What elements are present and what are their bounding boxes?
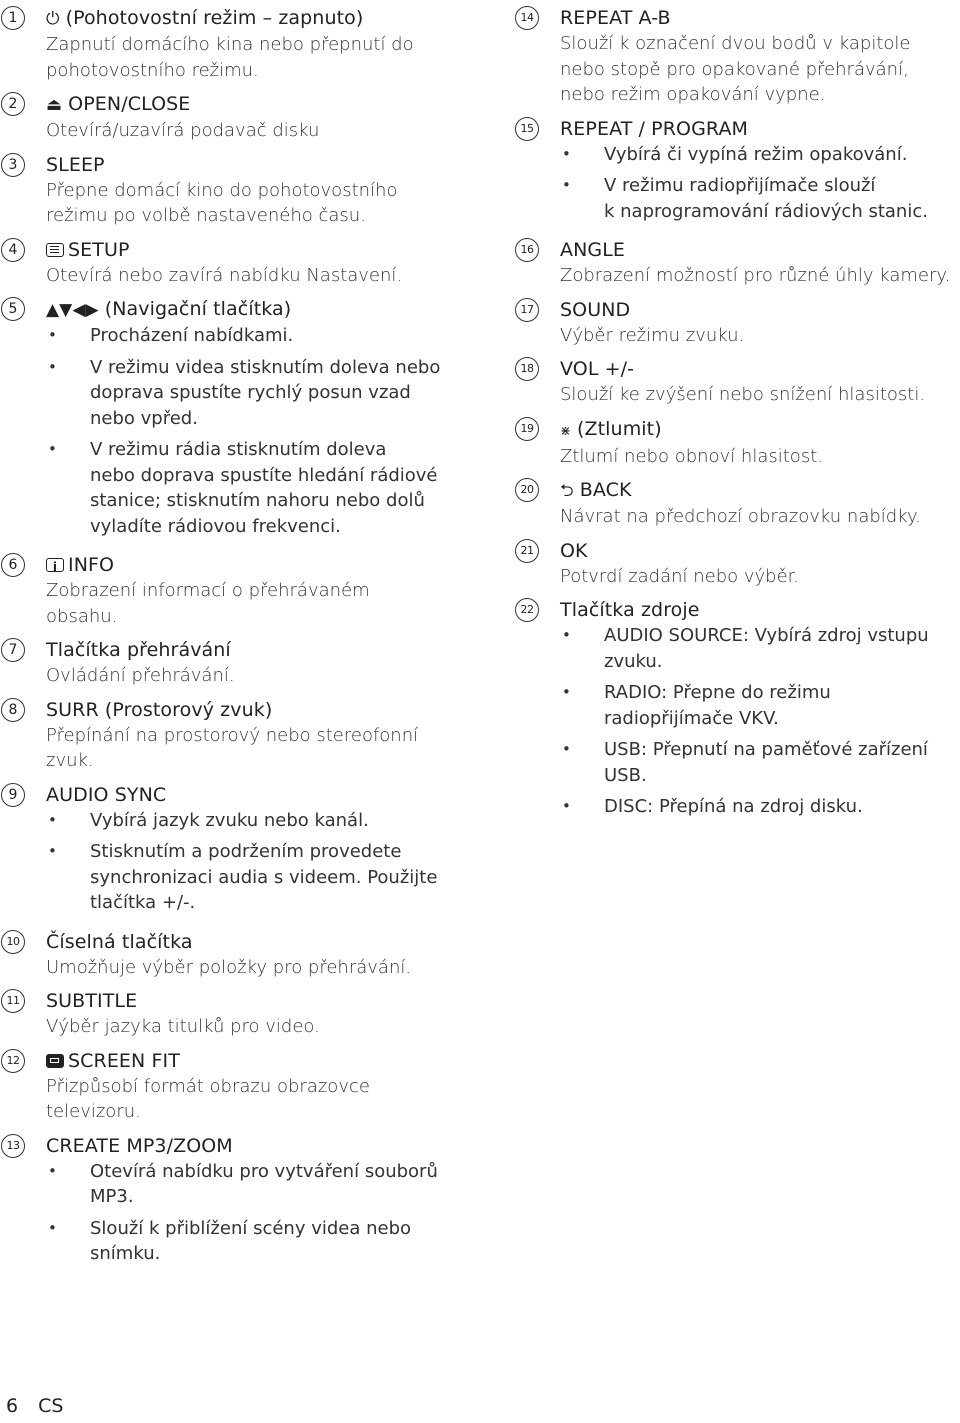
item-8 xyxy=(6,698,456,774)
bullet-item: • Procházení nabídkami. xyxy=(46,323,456,349)
item-18 xyxy=(520,357,960,408)
item-number: 13 xyxy=(1,1134,25,1158)
item-desc: Přepne domácí kino do pohotovostního režimu po volbě nastaveného času. xyxy=(46,179,398,226)
item-9 xyxy=(6,783,456,916)
item-title: SLEEP xyxy=(46,153,105,176)
item-title: SCREEN FIT xyxy=(68,1049,180,1072)
item-title: (Pohotovostní režim – zapnuto) xyxy=(65,7,364,29)
item-title: CREATE MP3/ZOOM xyxy=(46,1134,233,1157)
item-desc: Umožňuje výběr položky pro přehrávání. xyxy=(46,956,412,978)
item-title: SURR (Prostorový zvuk) xyxy=(46,698,273,721)
item-title: ANGLE xyxy=(560,239,626,261)
item-number: 7 xyxy=(1,638,25,662)
item-17 xyxy=(520,298,960,349)
item-number: 1 xyxy=(1,6,25,30)
item-number: 18 xyxy=(515,357,539,381)
item-21 xyxy=(520,539,960,590)
item-4 xyxy=(6,238,456,289)
item-number: 21 xyxy=(515,539,539,563)
item-desc: Otevírá/uzavírá podavač disku xyxy=(46,120,320,141)
bullet-item: • DISC: Přepíná na zdroj disku. xyxy=(560,794,960,820)
item-10 xyxy=(6,930,456,981)
item-title: Tlačítka zdroje xyxy=(560,599,700,621)
item-desc: Otevírá nebo zavírá nabídku Nastavení. xyxy=(46,264,403,286)
right-column xyxy=(520,6,960,820)
item-title: SETUP xyxy=(68,238,130,261)
power-icon: ⏻ xyxy=(46,9,60,29)
item-3 xyxy=(6,153,456,229)
bullet-item: • V režimu videa stisknutím doleva nebo doprava spustíte rychlý posun vzad nebo vpřed. xyxy=(46,355,456,432)
item-number: 4 xyxy=(1,238,25,262)
bullet-item: • Slouží k přiblížení scény videa nebo snímku. xyxy=(46,1216,456,1267)
item-22 xyxy=(520,598,960,820)
item-6 xyxy=(6,553,456,629)
item-number: 22 xyxy=(515,598,539,622)
item-number: 10 xyxy=(1,930,25,954)
bullet-item: • USB: Přepnutí na paměťové zařízení USB. xyxy=(560,737,960,788)
item-number: 17 xyxy=(515,298,539,322)
item-desc: Zobrazení možností pro různé úhly kamery. xyxy=(560,265,951,286)
item-number: 20 xyxy=(515,478,539,502)
page-number: 6 xyxy=(6,1395,19,1417)
back-arrow-icon: ⮌ xyxy=(560,481,574,501)
item-title: (Navigační tlačítka) xyxy=(104,298,292,320)
item-title: OK xyxy=(560,539,588,562)
item-11 xyxy=(6,989,456,1040)
item-title: VOL +/- xyxy=(560,358,635,380)
eject-icon: ⏏ xyxy=(46,95,63,115)
item-number: 9 xyxy=(1,783,25,807)
item-desc: Slouží ke zvýšení nebo snížení hlasitosti. xyxy=(560,384,926,405)
left-column xyxy=(6,6,456,1267)
item-number: 6 xyxy=(1,553,25,577)
bullet-item: • Vybírá či vypíná režim opakování. xyxy=(560,142,960,168)
item-number: 19 xyxy=(515,417,539,441)
item-desc: Výběr jazyka titulků pro video. xyxy=(46,1016,320,1037)
bullet-item: • V režimu rádia stisknutím doleva nebo doprava spustíte hledání rádiové stanice; stisknutím nahoru nebo dolů vyladíte rádiovou frekvenci. xyxy=(46,437,456,539)
item-title: (Ztlumit) xyxy=(577,417,662,440)
item-19 xyxy=(520,417,960,470)
item-20 xyxy=(520,478,960,530)
item-number: 12 xyxy=(1,1049,25,1073)
item-title: REPEAT A-B xyxy=(560,7,671,29)
item-14 xyxy=(520,6,960,108)
item-title: SOUND xyxy=(560,298,631,321)
item-title: SUBTITLE xyxy=(46,990,138,1012)
item-title: AUDIO SYNC xyxy=(46,783,167,806)
item-12 xyxy=(6,1049,456,1125)
navigation-arrows-icon: ▲▼◀▶ xyxy=(46,300,99,320)
item-1 xyxy=(6,6,456,83)
item-title: BACK xyxy=(579,479,632,501)
item-13 xyxy=(6,1134,456,1267)
page-footer xyxy=(6,1395,63,1417)
item-desc: Ovládání přehrávání. xyxy=(46,665,235,686)
item-number: 2 xyxy=(1,92,25,116)
item-number: 15 xyxy=(515,117,539,141)
bullet-item: • AUDIO SOURCE: Vybírá zdroj vstupu zvuku. xyxy=(560,623,960,674)
language-code: CS xyxy=(38,1395,64,1417)
item-desc: Zobrazení informací o přehrávaném obsahu. xyxy=(46,580,370,627)
item-number: 3 xyxy=(1,153,25,177)
item-title: OPEN/CLOSE xyxy=(68,93,191,115)
info-icon xyxy=(46,558,64,572)
item-number: 5 xyxy=(1,297,25,321)
item-desc: Zapnutí domácího kina nebo přepnutí do pohotovostního režimu. xyxy=(46,34,414,81)
item-number: 14 xyxy=(515,6,539,30)
item-2 xyxy=(6,92,456,144)
item-number: 16 xyxy=(515,238,539,262)
bullet-item: • Stisknutím a podržením provedete synchronizaci audia s videem. Použijte tlačítka +/-. xyxy=(46,839,456,916)
item-title: INFO xyxy=(68,554,115,576)
bullet-item: • RADIO: Přepne do režimu radiopřijímače VKV. xyxy=(560,680,960,731)
bullet-item: • V režimu radiopřijímače slouží k naprogramování rádiových stanic. xyxy=(560,173,960,224)
item-desc: Slouží k označení dvou bodů v kapitole nebo stopě pro opakované přehrávání, nebo režim opakování vypne. xyxy=(560,33,911,105)
screen-fit-icon xyxy=(46,1054,64,1068)
item-title: Číselná tlačítka xyxy=(46,930,193,953)
bullet-item: • Vybírá jazyk zvuku nebo kanál. xyxy=(46,808,456,834)
bullet-item: • Otevírá nabídku pro vytváření souborů MP3. xyxy=(46,1159,456,1210)
item-number: 11 xyxy=(1,989,25,1013)
item-title: Tlačítka přehrávání xyxy=(46,639,231,661)
item-desc: Potvrdí zadání nebo výběr. xyxy=(560,565,800,587)
item-7 xyxy=(6,638,456,689)
setup-icon xyxy=(46,243,64,257)
item-desc: Výběr režimu zvuku. xyxy=(560,324,745,346)
item-desc: Přepínání na prostorový nebo stereofonní zvuk. xyxy=(46,724,419,771)
item-desc: Přizpůsobí formát obrazu obrazovce televizoru. xyxy=(46,1075,370,1122)
item-5 xyxy=(6,297,456,539)
item-16 xyxy=(520,238,960,289)
item-desc: Ztlumí nebo obnoví hlasitost. xyxy=(560,445,823,467)
item-desc: Návrat na předchozí obrazovku nabídky. xyxy=(560,506,921,527)
item-title: REPEAT / PROGRAM xyxy=(560,117,749,140)
item-15 xyxy=(520,117,960,225)
item-number: 8 xyxy=(1,698,25,722)
mute-icon: ⋇ xyxy=(560,423,571,439)
